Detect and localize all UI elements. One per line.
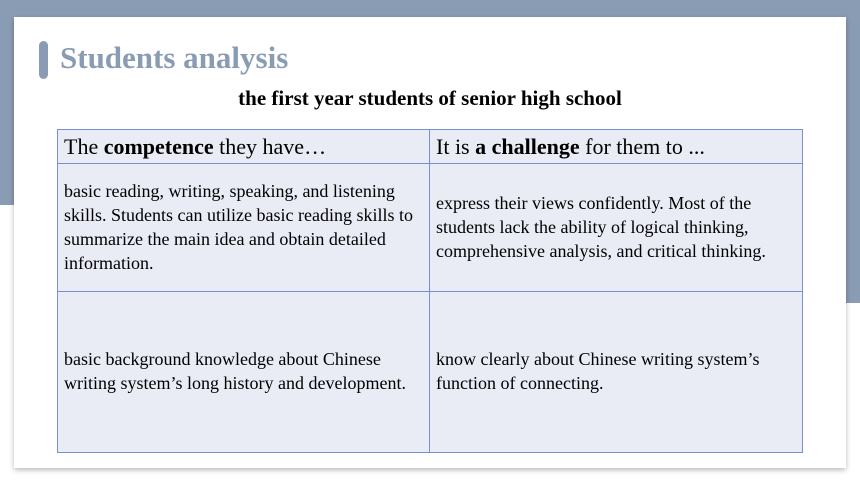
analysis-table (57, 129, 803, 453)
slide-title: Students analysis (60, 40, 289, 75)
title-accent-bar (39, 41, 48, 79)
header-challenge-keyword: a challenge (475, 133, 580, 159)
header-competence-prefix: The (64, 133, 104, 159)
header-competence-keyword: competence (103, 133, 214, 159)
background-strip (846, 205, 860, 303)
table-header-row (58, 130, 803, 164)
header-competence (58, 130, 430, 164)
cell-challenge: know clearly about Chinese writing system’s function of connecting. (430, 292, 803, 453)
header-challenge-prefix: It is (436, 133, 476, 159)
cell-competence: basic background knowledge about Chinese writing system’s long history and development. (58, 292, 430, 453)
table-row (58, 164, 803, 292)
cell-challenge: express their views confidently. Most of the students lack the ability of logical thinking, comprehensive analysis, and critical thinking. (430, 164, 803, 292)
header-competence-suffix: they have… (213, 133, 327, 159)
slide-subtitle: the first year students of senior high school (238, 86, 622, 110)
cell-competence: basic reading, writing, speaking, and listening skills. Students can utilize basic reading skills to summarize the main idea and obtain detailed information. (58, 164, 430, 292)
header-challenge (430, 130, 803, 164)
table-row (58, 292, 803, 453)
header-challenge-suffix: for them to ... (579, 133, 705, 159)
